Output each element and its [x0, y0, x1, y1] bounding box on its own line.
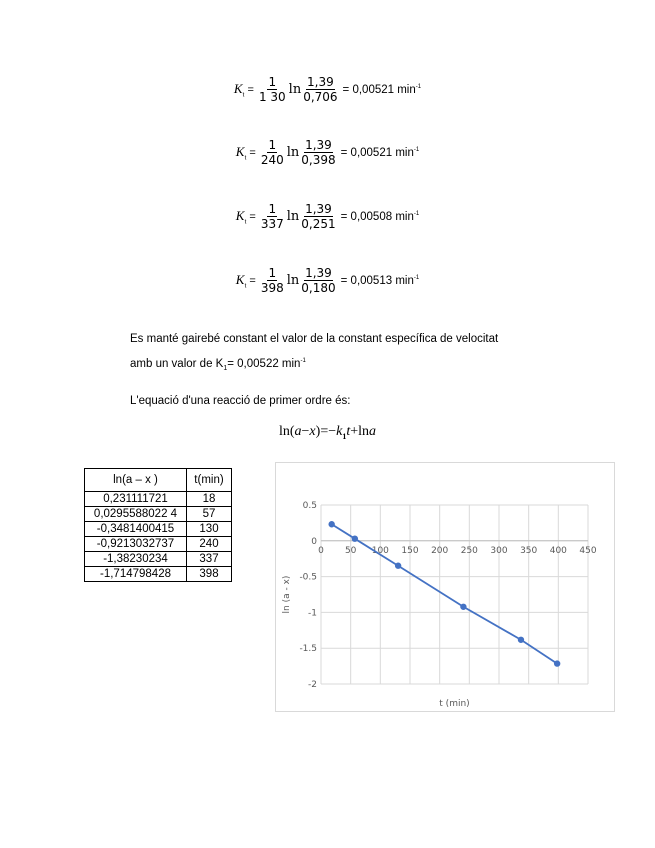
x-tick-label: 300: [490, 545, 508, 556]
cell-ln: 0,231111721: [85, 492, 187, 507]
y-tick-label: -0.5: [299, 572, 317, 583]
k-symbol: $K_t$: [235, 271, 247, 290]
x-tick-label: 200: [431, 545, 449, 556]
table-body: [85, 492, 232, 582]
k1-value: = 0,00522 min: [227, 357, 301, 370]
ln-vs-time-chart: [275, 462, 615, 712]
table-header-t: t(min): [187, 469, 232, 492]
equation-1: [0, 75, 655, 104]
cell-ln: -1,38230234: [85, 552, 187, 567]
x-tick-label: 400: [549, 545, 567, 556]
formula-negative: −: [328, 424, 337, 439]
fraction-1: $\frac{1}{1 30}$: [258, 75, 286, 104]
data-point: [518, 637, 524, 643]
first-order-formula: [0, 424, 655, 441]
formula-t: t: [346, 424, 351, 439]
cell-ln: 0,0295588022 4: [85, 507, 187, 522]
fraction-2: $\frac{1,39}{0,251}$: [301, 202, 336, 231]
formula-ln: ln: [358, 424, 370, 439]
cell-ln: -0,9213032737: [85, 537, 187, 552]
fraction-2: $\frac{1,39}{0,706}$: [303, 75, 338, 104]
y-axis-label: ln (a - x): [282, 575, 292, 614]
formula-x: x: [309, 424, 316, 439]
formula-k: k: [336, 424, 343, 439]
data-point: [554, 660, 560, 666]
k-symbol: $K_t$: [235, 143, 247, 162]
data-point: [352, 535, 358, 541]
equation-result: = 0,00521 $\min^{-1}$: [342, 83, 422, 96]
equation-4: [0, 266, 655, 295]
y-tick-label: 0.5: [302, 501, 317, 511]
formula-k-sub: 1: [342, 431, 347, 441]
equation-result: = 0,00508 $\min^{-1}$: [340, 210, 420, 223]
fraction-1: $\frac{1}{337}$: [260, 202, 284, 231]
paragraph-equation-intro: L'equació d'una reacció de primer ordre és:: [130, 395, 351, 407]
equals-sign: =: [249, 210, 256, 223]
k1-exponent: -1: [300, 358, 306, 364]
x-tick-label: 450: [579, 545, 597, 556]
data-point: [395, 563, 401, 569]
formula-a: a: [369, 424, 377, 439]
cell-t: 398: [187, 567, 232, 582]
ln-symbol: ln: [288, 82, 302, 97]
fraction-2: $\frac{1,39}{0,180}$: [301, 266, 336, 295]
x-tick-label: 350: [520, 545, 538, 556]
cell-t: 57: [187, 507, 232, 522]
cell-t: 337: [187, 552, 232, 567]
x-tick-label: 50: [344, 545, 357, 556]
equals-sign: =: [249, 274, 256, 287]
fraction-1: $\frac{1}{240}$: [260, 138, 284, 167]
equation-result: = 0,00513 $\min^{-1}$: [340, 274, 420, 287]
formula-minus: −: [301, 424, 310, 439]
equation-2: [0, 138, 655, 167]
formula-paren: (: [289, 424, 295, 439]
y-tick-label: -1: [308, 608, 317, 619]
k-symbol: $K_t$: [233, 80, 245, 99]
formula-paren: ): [315, 424, 321, 439]
y-tick-label: -1.5: [299, 644, 317, 655]
table-row: [85, 507, 232, 522]
fraction-2: $\frac{1,39}{0,398}$: [301, 138, 336, 167]
cell-t: 130: [187, 522, 232, 537]
paragraph-conclusion: [130, 328, 565, 380]
y-tick-label: -2: [308, 680, 317, 690]
k1-subscript: 1: [223, 365, 228, 373]
k-symbol: $K_t$: [235, 207, 247, 226]
k1-prefix: amb un valor de K: [130, 357, 224, 370]
table-header-row: [85, 469, 232, 492]
equation-result: = 0,00521 $\min^{-1}$: [340, 146, 420, 159]
cell-t: 18: [187, 492, 232, 507]
x-tick-label: 150: [401, 545, 419, 556]
equation-3: [0, 202, 655, 231]
data-point: [460, 604, 466, 610]
equals-sign: =: [249, 146, 256, 159]
x-tick-label: 0: [318, 545, 324, 556]
table-row: [85, 537, 232, 552]
formula-equals: =: [320, 424, 329, 439]
formula-a: a: [294, 424, 302, 439]
data-table: [84, 468, 232, 582]
chart-svg: [276, 463, 616, 713]
cell-ln: -1,714798428: [85, 567, 187, 582]
table-row: [85, 552, 232, 567]
x-tick-label: 250: [460, 545, 478, 556]
y-tick-label: 0: [311, 536, 317, 547]
table-row: [85, 492, 232, 507]
paragraph-line-2: [130, 350, 565, 380]
equals-sign: =: [247, 83, 254, 96]
cell-ln: -0,3481400415: [85, 522, 187, 537]
table-header-ln: ln(a – x ): [85, 469, 187, 492]
x-axis-label: t (min): [439, 699, 470, 709]
paragraph-line-1: Es manté gairebé constant el valor de la constant específica de velocitat: [130, 333, 499, 345]
formula-plus: +: [350, 424, 359, 439]
formula-ln: ln: [278, 424, 290, 439]
cell-t: 240: [187, 537, 232, 552]
ln-symbol: ln: [286, 273, 300, 288]
ln-symbol: ln: [286, 145, 300, 160]
x-tick-label: 100: [371, 545, 389, 556]
table-row: [85, 567, 232, 582]
table-row: [85, 522, 232, 537]
ln-symbol: ln: [286, 209, 300, 224]
fraction-1: $\frac{1}{398}$: [260, 266, 284, 295]
data-point: [328, 521, 334, 527]
